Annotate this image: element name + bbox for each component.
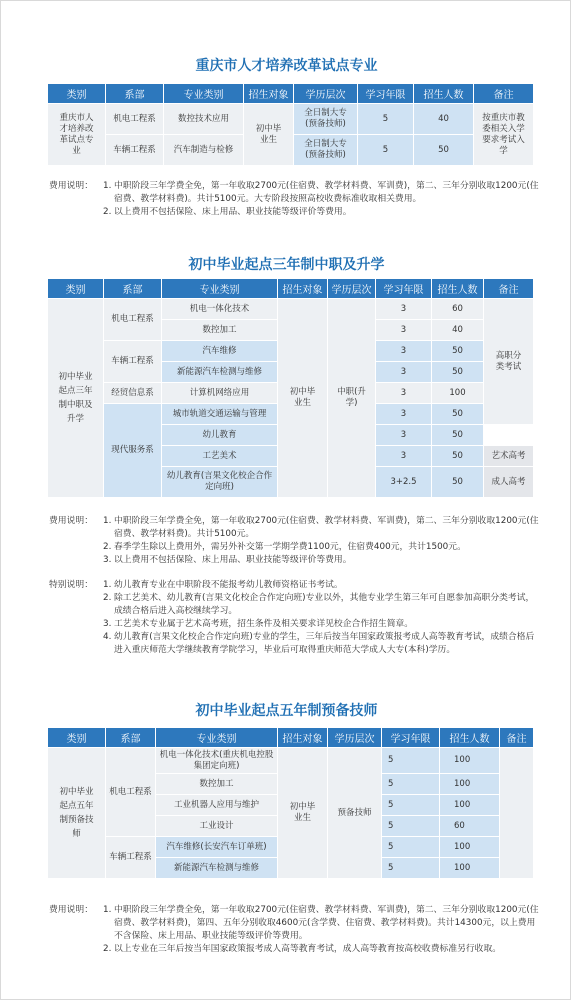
note-number: 1.	[103, 580, 112, 590]
remark-cell: 按重庆市教委相关入学要求考试入学	[474, 104, 534, 166]
section2-fee-notes	[49, 515, 539, 567]
section3-fee-notes	[49, 904, 539, 956]
header-years: 学习年限	[358, 84, 414, 104]
level-cell: 中职(升学)	[328, 299, 376, 498]
major-cell: 汽车制造与检修	[164, 135, 244, 166]
dept-cell: 经贸信息系	[104, 383, 162, 404]
count-cell: 100	[440, 795, 500, 816]
years-cell: 5	[382, 858, 440, 879]
note-number: 2.	[103, 944, 112, 954]
category-cell: 初中毕业起点三年制中职及升学	[48, 299, 104, 498]
count-cell: 50	[432, 467, 484, 498]
header-major: 专业类别	[164, 84, 244, 104]
target-cell: 初中毕业生	[278, 299, 328, 498]
fee-note: 中职阶段三年学费全免，第一年收取2700元(住宿费、教学材料费、军训费)，第二、三年分别收取1200元(住宿费、教学材料费)，第四、五年分别收取4600元(含学费、住宿费、教学材料费)。共计14300元，以上费用不含保险、床上用品、职业技能等级评价等费用。	[114, 905, 539, 941]
count-cell: 40	[414, 104, 474, 135]
fee-note: 中职阶段三年学费全免，第一年收取2700元(住宿费、教学材料费、军训费)，第二、三年分别收取1200元(住宿费、教学材料费)。共计5100元。	[114, 516, 539, 539]
major-cell: 数控加工	[162, 320, 278, 341]
count-cell: 100	[440, 748, 500, 774]
section2-special-notes	[49, 579, 539, 657]
fee-note: 以上费用不包括保险、床上用品、职业技能等级评价等费用。	[114, 555, 352, 565]
years-cell: 5	[382, 748, 440, 774]
header-dept: 系部	[106, 84, 164, 104]
dept-cell: 车辆工程系	[104, 341, 162, 383]
major-cell: 城市轨道交通运输与管理	[162, 404, 278, 425]
level-cell: 预备技师	[328, 748, 382, 879]
years-cell: 5	[382, 774, 440, 795]
years-cell: 5	[358, 135, 414, 166]
count-cell: 50	[414, 135, 474, 166]
major-cell: 计算机网络应用	[162, 383, 278, 404]
remark-cell	[500, 748, 534, 879]
years-cell: 5	[358, 104, 414, 135]
section3-table	[47, 727, 534, 879]
dept-cell: 机电工程系	[106, 104, 164, 135]
count-cell: 50	[432, 446, 484, 467]
dept-cell: 机电工程系	[106, 748, 156, 837]
section1-table	[47, 83, 534, 166]
years-cell: 3	[376, 320, 432, 341]
header-count: 招生人数	[432, 279, 484, 299]
years-cell: 3	[376, 425, 432, 446]
table-header-row	[48, 279, 534, 299]
note-number: 1.	[103, 905, 112, 915]
section1-title: 重庆市人才培养改革试点专业	[195, 58, 378, 74]
fee-label: 费用说明：	[49, 905, 93, 915]
header-category: 类别	[48, 84, 106, 104]
count-cell: 60	[432, 299, 484, 320]
major-cell: 工业设计	[156, 816, 278, 837]
special-note: 幼儿教育(言果文化校企合作定向班)专业的学生，三年后按当年国家政策报考成人高等教育考试，成绩合格后进入重庆师范大学继续教育学院学习，毕业后可取得重庆师范大学成人大专(本科)学历。	[114, 632, 535, 655]
special-note: 除工艺美术、幼儿教育(言果文化校企合作定向班)专业以外，其他专业学生第三年可自愿参加高职分类考试，成绩合格后进入高校继续学习。	[114, 593, 535, 616]
header-remark: 备注	[474, 84, 534, 104]
major-cell: 机电一体化技术(重庆机电控股集团定向班)	[156, 748, 278, 774]
years-cell: 5	[382, 816, 440, 837]
fee-label: 费用说明：	[49, 516, 93, 526]
note-number: 3.	[103, 619, 112, 629]
category-cell: 初中毕业起点五年制预备技师	[48, 748, 106, 879]
major-cell: 数控技术应用	[164, 104, 244, 135]
note-number: 2.	[103, 207, 112, 217]
count-cell: 50	[432, 404, 484, 425]
header-remark: 备注	[500, 728, 534, 748]
table-header-row	[48, 84, 534, 104]
years-cell: 3	[376, 341, 432, 362]
major-cell: 机电一体化技术	[162, 299, 278, 320]
years-cell: 5	[382, 837, 440, 858]
note-number: 4.	[103, 632, 112, 642]
remark-cell: 高职分类考试	[484, 299, 534, 425]
level-cell: 全日制大专(预备技师)	[294, 104, 358, 135]
section3-title: 初中毕业起点五年制预备技师	[195, 703, 378, 719]
fee-note: 以上专业在三年后按当年国家政策报考成人高等教育考试，成人高等教育按高校收费标准另行收取。	[114, 944, 502, 954]
dept-cell: 车辆工程系	[106, 135, 164, 166]
section2-table	[47, 278, 534, 498]
major-cell: 工业机器人应用与维护	[156, 795, 278, 816]
fee-note: 春季学生除以上费用外，需另外补交第一学期学费1100元，住宿费400元，共计1500元。	[114, 542, 466, 552]
dept-cell: 车辆工程系	[106, 837, 156, 879]
count-cell: 60	[440, 816, 500, 837]
header-remark: 备注	[484, 279, 534, 299]
fee-note: 中职阶段三年学费全免，第一年收取2700元(住宿费、教学材料费、军训费)，第二、三年分别收取1200元(住宿费、教学材料费)。共计5100元。大专阶段按照高校收费标准收取相关费用。	[114, 181, 539, 204]
header-years: 学习年限	[382, 728, 440, 748]
table-row	[48, 748, 534, 774]
section2-title: 初中毕业起点三年制中职及升学	[188, 257, 385, 273]
header-target: 招生对象	[278, 279, 328, 299]
header-dept: 系部	[104, 279, 162, 299]
dept-cell: 机电工程系	[104, 299, 162, 341]
years-cell: 3+2.5	[376, 467, 432, 498]
dept-cell: 现代服务系	[104, 404, 162, 498]
note-number: 1.	[103, 181, 112, 191]
major-cell: 幼儿教育	[162, 425, 278, 446]
table-row	[48, 104, 534, 135]
header-dept: 系部	[106, 728, 156, 748]
count-cell: 100	[432, 383, 484, 404]
count-cell: 40	[432, 320, 484, 341]
count-cell: 50	[432, 362, 484, 383]
section1-fee-notes	[49, 180, 539, 219]
note-number: 1.	[103, 516, 112, 526]
major-cell: 新能源汽车检测与维修	[156, 858, 278, 879]
header-category: 类别	[48, 728, 106, 748]
years-cell: 3	[376, 446, 432, 467]
special-note: 幼儿教育专业在中职阶段不能报考幼儿教师资格证书考试。	[114, 580, 343, 590]
years-cell: 5	[382, 795, 440, 816]
special-label: 特别说明：	[49, 580, 93, 590]
fee-label: 费用说明：	[49, 181, 93, 191]
note-number: 2.	[103, 542, 112, 552]
header-level: 学历层次	[294, 84, 358, 104]
major-cell: 汽车维修	[162, 341, 278, 362]
note-number: 3.	[103, 555, 112, 565]
major-cell: 工艺美术	[162, 446, 278, 467]
table-header-row	[48, 728, 534, 748]
count-cell: 50	[432, 425, 484, 446]
category-cell: 重庆市人才培养改革试点专业	[48, 104, 106, 166]
note-number: 2.	[103, 593, 112, 603]
major-cell: 数控加工	[156, 774, 278, 795]
header-major: 专业类别	[162, 279, 278, 299]
remark-cell: 艺术高考	[484, 446, 534, 467]
table-row	[48, 299, 534, 320]
special-note: 工艺美术专业属于艺术高考班，招生条件及相关要求详见校企合作招生简章。	[114, 619, 414, 629]
header-count: 招生人数	[440, 728, 500, 748]
count-cell: 100	[440, 837, 500, 858]
remark-cell: 成人高考	[484, 467, 534, 498]
count-cell: 100	[440, 774, 500, 795]
header-major: 专业类别	[156, 728, 278, 748]
header-target: 招生对象	[244, 84, 294, 104]
count-cell: 50	[432, 341, 484, 362]
years-cell: 3	[376, 299, 432, 320]
header-level: 学历层次	[328, 728, 382, 748]
header-target: 招生对象	[278, 728, 328, 748]
years-cell: 3	[376, 404, 432, 425]
header-level: 学历层次	[328, 279, 376, 299]
years-cell: 3	[376, 383, 432, 404]
target-cell: 初中毕业生	[244, 104, 294, 166]
count-cell: 100	[440, 858, 500, 879]
level-cell: 全日制大专(预备技师)	[294, 135, 358, 166]
fee-note: 以上费用不包括保险、床上用品、职业技能等级评价等费用。	[114, 207, 352, 217]
major-cell: 汽车维修(长安汽车订单班)	[156, 837, 278, 858]
major-cell: 幼儿教育(言果文化校企合作定向班)	[162, 467, 278, 498]
header-category: 类别	[48, 279, 104, 299]
years-cell: 3	[376, 362, 432, 383]
target-cell: 初中毕业生	[278, 748, 328, 879]
header-count: 招生人数	[414, 84, 474, 104]
header-years: 学习年限	[376, 279, 432, 299]
major-cell: 新能源汽车检测与维修	[162, 362, 278, 383]
